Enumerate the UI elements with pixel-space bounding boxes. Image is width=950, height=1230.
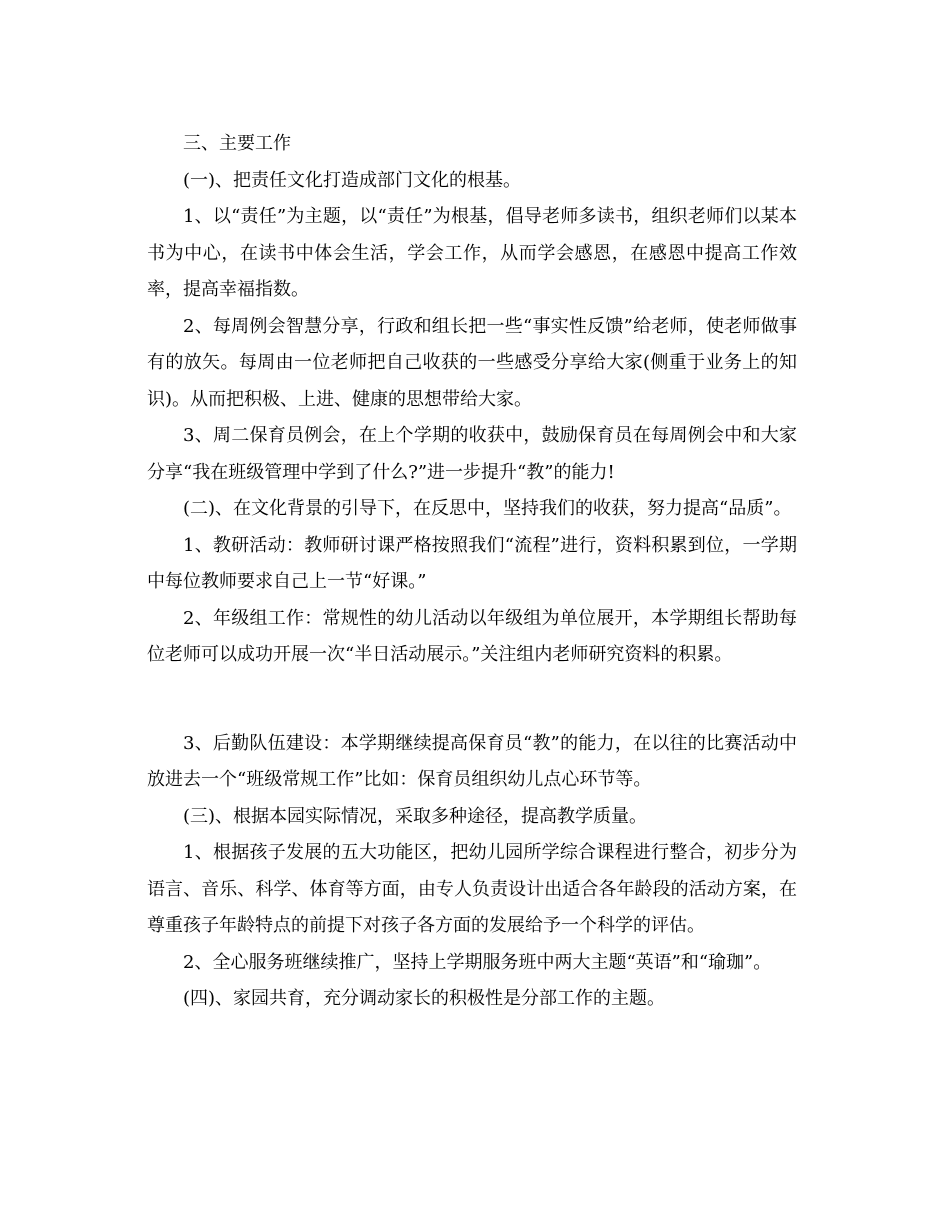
body-paragraph: 1、以“责任”为主题，以“责任”为根基，倡导老师多读书，组织老师们以某本书为中心，在读书中体会生活，学会工作，从而学会感恩，在感恩中提高工作效率，提高幸福指数。 bbox=[147, 206, 797, 300]
body-paragraph: 2、年级组工作：常规性的幼儿活动以年级组为单位展开，本学期组长帮助每位老师可以成功开展一次“半日活动展示。”关注组内老师研究资料的积累。 bbox=[147, 607, 797, 665]
body-paragraph: 2、全心服务班继续推广，坚持上学期服务班中两大主题“英语”和“瑜珈”。 bbox=[183, 951, 772, 973]
body-paragraph: 1、教研活动：教师研讨课严格按照我们“流程”进行，资料积累到位，一学期中每位教师要求自己上一节“好课。” bbox=[147, 534, 797, 592]
section-heading: 三、主要工作 bbox=[183, 133, 291, 154]
subsection-heading: (四)、家园共育，充分调动家长的积极性是分部工作的主题。 bbox=[183, 988, 666, 1009]
body-paragraph: 1、根据孩子发展的五大功能区，把幼儿园所学综合课程进行整合，初步分为语言、音乐、科学、体育等方面，由专人负责设计出适合各年龄段的活动方案，在尊重孩子年龄特点的前提下对孩子各方面的发展给予一个科学的评估。 bbox=[147, 842, 797, 936]
document-body bbox=[147, 126, 797, 1018]
body-paragraph: 2、每周例会智慧分享，行政和组长把一些“事实性反馈”给老师，使老师做事有的放矢。每周由一位老师把自己收获的一些感受分享给大家(侧重于业务上的知识)。从而把积极、上进、健康的思想带给大家。 bbox=[147, 315, 797, 410]
subsection-heading: (二)、在文化背景的引导下，在反思中，坚持我们的收获，努力提高“品质”。 bbox=[183, 498, 792, 519]
body-paragraph: 3、周二保育员例会，在上个学期的收获中，鼓励保育员在每周例会中和大家分享“我在班级管理中学到了什么?”进一步提升“教”的能力! bbox=[147, 425, 797, 483]
subsection-heading: (一)、把责任文化打造成部门文化的根基。 bbox=[183, 169, 522, 191]
body-paragraph: 3、后勤队伍建设：本学期继续提高保育员“教”的能力，在以往的比赛活动中放进去一个“班级常规工作”比如：保育员组织幼儿点心环节等。 bbox=[147, 732, 797, 790]
subsection-heading: (三)、根据本园实际情况，采取多种途径，提高教学质量。 bbox=[183, 805, 648, 827]
paragraph-spacer bbox=[147, 674, 797, 726]
